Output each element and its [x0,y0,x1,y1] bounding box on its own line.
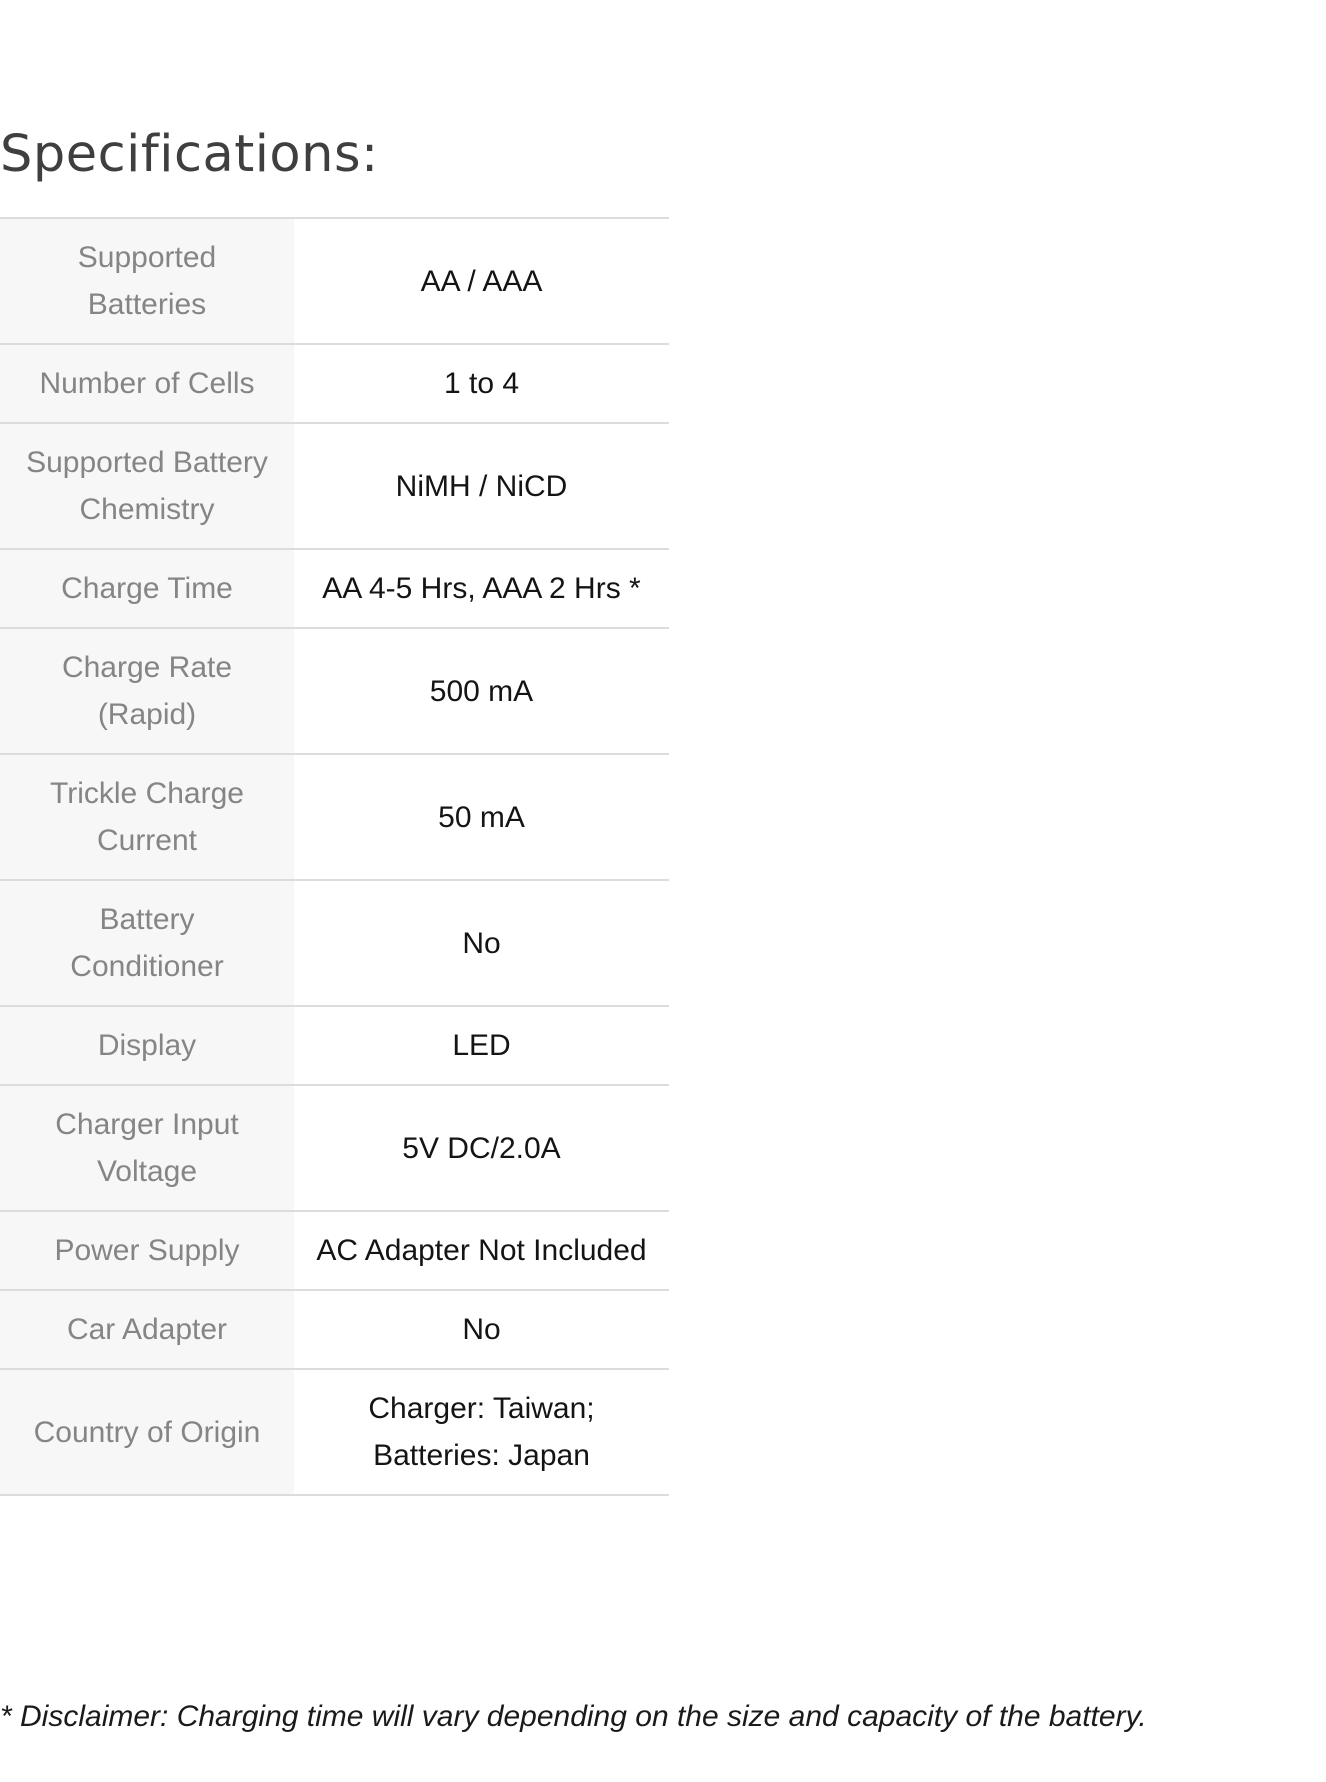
spec-value: No [294,880,669,1006]
spec-row-charge-rate [0,628,669,754]
spec-row-charge-time [0,549,669,628]
spec-row-country-of-origin [0,1369,669,1495]
spec-label: Supported Battery Chemistry [0,423,294,549]
specifications-table [0,217,669,1496]
spec-label: Car Adapter [0,1290,294,1369]
spec-row-charger-input-voltage [0,1085,669,1211]
spec-value: 1 to 4 [294,344,669,423]
spec-value: 500 mA [294,628,669,754]
spec-label: Supported Batteries [0,218,294,344]
spec-row-number-of-cells [0,344,669,423]
spec-value: AA 4-5 Hrs, AAA 2 Hrs * [294,549,669,628]
spec-value: AC Adapter Not Included [294,1211,669,1290]
spec-value: NiMH / NiCD [294,423,669,549]
spec-value: 5V DC/2.0A [294,1085,669,1211]
spec-value: Charger: Taiwan; Batteries: Japan [294,1369,669,1495]
spec-row-display [0,1006,669,1085]
spec-value: LED [294,1006,669,1085]
spec-value: No [294,1290,669,1369]
spec-label: Charge Time [0,549,294,628]
spec-row-supported-batteries [0,218,669,344]
spec-label: Number of Cells [0,344,294,423]
specifications-heading: Specifications: [0,125,379,184]
disclaimer-note: * Disclaimer: Charging time will vary depending on the size and capacity of the battery. [0,1700,1147,1733]
spec-value: AA / AAA [294,218,669,344]
spec-label: Charger Input Voltage [0,1085,294,1211]
spec-label: Display [0,1006,294,1085]
spec-label: Charge Rate (Rapid) [0,628,294,754]
spec-label: Power Supply [0,1211,294,1290]
spec-row-car-adapter [0,1290,669,1369]
spec-label: Battery Conditioner [0,880,294,1006]
spec-label: Country of Origin [0,1369,294,1495]
spec-row-power-supply [0,1211,669,1290]
spec-row-battery-conditioner [0,880,669,1006]
spec-row-trickle-charge-current [0,754,669,880]
spec-value: 50 mA [294,754,669,880]
spec-label: Trickle Charge Current [0,754,294,880]
spec-row-battery-chemistry [0,423,669,549]
